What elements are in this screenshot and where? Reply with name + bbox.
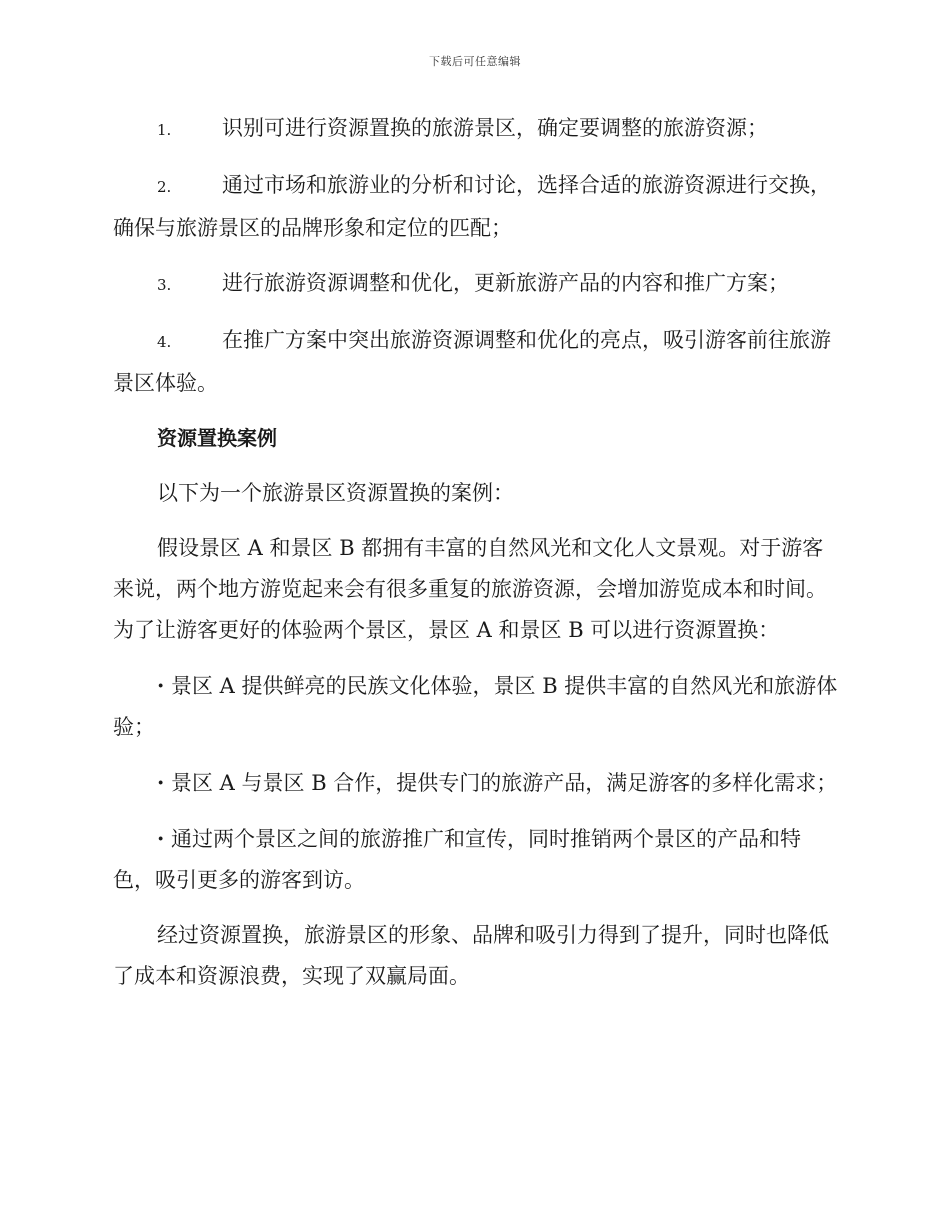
bullet-text: 景区 A 与景区 B 合作，提供专门的旅游产品，满足游客的多样化需求； (171, 771, 838, 795)
step-item (113, 263, 838, 306)
step-text: 识别可进行资源置换的旅游景区，确定要调整的旅游资源； (222, 116, 768, 140)
bullet-item (113, 762, 838, 804)
case-description: 假设景区 A 和景区 B 都拥有丰富的自然风光和文化人文景观。对于游客来说，两个地方游览起来会有很多重复的旅游资源，会增加游览成本和时间。为了让游客更好的体验两个景区，景区 A 和景区 B 可以进行资源置换： (113, 536, 827, 642)
step-item (113, 108, 838, 151)
step-number: 3. (157, 276, 172, 294)
case-intro: 以下为一个旅游景区资源置换的案例： (157, 481, 514, 505)
step-number: 1. (157, 121, 172, 139)
step-number: 2. (157, 178, 172, 196)
step-item (113, 165, 838, 249)
step-item (113, 320, 838, 404)
bullet-item (113, 665, 838, 748)
bullet-text: 通过两个景区之间的旅游推广和宣传，同时推销两个景区的产品和特色，吸引更多的游客到访。 (113, 827, 801, 892)
page-header: 下载后可任意编辑 (429, 55, 521, 68)
step-number: 4. (157, 333, 172, 351)
bullet-marker: · (157, 673, 165, 698)
section-heading: 资源置换案例 (157, 426, 277, 450)
case-conclusion: 经过资源置换，旅游景区的形象、品牌和吸引力得到了提升，同时也降低了成本和资源浪费，实现了双赢局面。 (113, 923, 829, 988)
step-text: 在推广方案中突出旅游资源调整和优化的亮点，吸引游客前往旅游景区体验。 (113, 328, 831, 395)
document-body (113, 108, 838, 1011)
bullet-marker: · (157, 826, 165, 851)
bullet-item (113, 818, 838, 901)
step-text: 通过市场和旅游业的分析和讨论，选择合适的旅游资源进行交换，确保与旅游景区的品牌形象和定位的匹配； (113, 173, 831, 240)
bullet-marker: · (157, 770, 165, 795)
step-text: 进行旅游资源调整和优化，更新旅游产品的内容和推广方案； (222, 271, 789, 295)
bullet-text: 景区 A 提供鲜亮的民族文化体验，景区 B 提供丰富的自然风光和旅游体验； (113, 674, 838, 739)
